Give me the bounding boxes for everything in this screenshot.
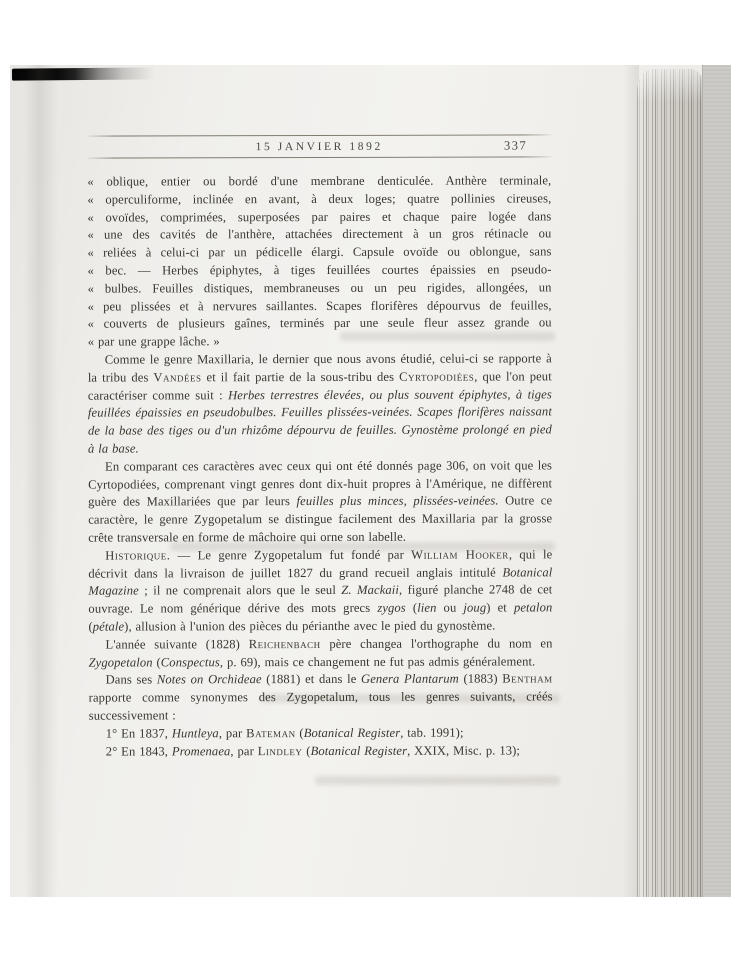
- quote-line: « par une grappe lâche. »: [87, 334, 220, 349]
- paragraph-classification: Comme le genre Maxillaria, le dernier que nous avons étudié, celui-ci se rapporte à la tribu des Vandées et il fait partie de la sous-tribu des Cyrtopodiées, que l'on peut caractériser comme suit : Herbes terrestres élevées, ou plus souvent épiphytes, à tiges feuillées épaissies en pseudobulbes. Feuilles plissées-veinées. Scapes florifères naissant de la base des tiges ou d'un rhizôme dépourvu de feuilles. Gynostème prolongé en pied à la base.: [87, 351, 552, 456]
- quote-line: « bulbes. Feuilles distiques, membraneuses ou un peu rigides, allongées, un: [87, 280, 552, 296]
- paragraph-reichenbach: L'année suivante (1828) Reichenbach père changea l'orthographe du nom en Zygopetalon (Conspectus, p. 69), mais ce changement ne fut pas admis généralement.: [88, 636, 553, 670]
- quote-line: « couverts de plusieurs gaînes, terminés par une seule fleur assez grande ou: [87, 315, 552, 331]
- running-header: [87, 134, 551, 158]
- quote-line: « operculiforme, inclinée en avant, à deux loges; quatre pollinies cireuses,: [87, 191, 552, 207]
- book-gutter-shadow: [24, 65, 58, 897]
- quote-line: « une des cavités de l'anthère, attachées directement à un gros rétinacle ou: [87, 226, 552, 242]
- paragraph-comparison: En comparant ces caractères avec ceux qui ont été donnés page 306, on voit que les Cyrtopodiées, comprenant vingt genres dont dix-huit propres à l'Amérique, ne diffèrent guère des Maxillariées que par leurs feuilles plus minces, plissées-veinées. Outre ce caractère, le genre Zygopetalum se distingue facilement des Maxillaria par la grosse crête transversale en forme de mâchoire qui orne son labelle.: [88, 458, 553, 545]
- header-date: 15 JANVIER 1892: [255, 140, 383, 153]
- quote-line: « reliées à celui-ci par un pédicelle élargi. Capsule ovoïde ou oblongue, sans: [87, 244, 552, 260]
- quote-line: « oblique, entier ou bordé d'une membrane denticulée. Anthère terminale,: [87, 173, 552, 189]
- book-fore-edge-pages: [637, 69, 703, 897]
- page-number: 337: [503, 138, 528, 153]
- quoted-genus-description: [87, 172, 551, 351]
- body-paragraphs: [88, 350, 553, 761]
- synonym-item-2: 2° En 1843, Promenaea, par Lindley (Botanical Register, XXIX, Misc. p. 13);: [105, 742, 521, 759]
- printed-text-block: [87, 134, 553, 761]
- page-body: [87, 172, 553, 761]
- scan-right-margin: [702, 65, 731, 897]
- header-row: [87, 135, 551, 157]
- quote-line: « bec. — Herbes épiphytes, à tiges feuillées courtes épaissies en pseudo-: [87, 262, 552, 278]
- quote-line: « ovoïdes, comprimées, superposées par paires et chaque paire logée dans: [87, 208, 552, 225]
- quote-line: « peu plissées et à nervures saillantes. Scapes florifères dépourvus de feuilles,: [87, 297, 552, 314]
- synonym-item-1: 1° En 1837, Huntleya, par Bateman (Botanical Register, tab. 1991);: [105, 725, 464, 741]
- paragraph-bentham: Dans ses Notes on Orchideae (1881) et dans le Genera Plantarum (1883) Bentham rapporte comme synonymes des Zygopetalum, tous les genres suivants, créés successivement :: [88, 671, 553, 723]
- scan-artifact-mark: [12, 67, 162, 80]
- scanned-book-page: [10, 65, 731, 897]
- paragraph-historique: Historique. — Le genre Zygopetalum fut fondé par William Hooker, qui le décrivit dans la livraison de juillet 1827 du grand recueil anglais intitulé Botanical Magazine ; il ne comprenait alors que le seul Z. Mackaii, figuré planche 2748 de cet ouvrage. Le nom générique dérive des mots grecs zygos (lien ou joug) et petalon (pétale), allusion à l'union des pièces du périanthe avec le pied du gynostème.: [88, 547, 553, 634]
- show-through-smudge: [315, 776, 560, 785]
